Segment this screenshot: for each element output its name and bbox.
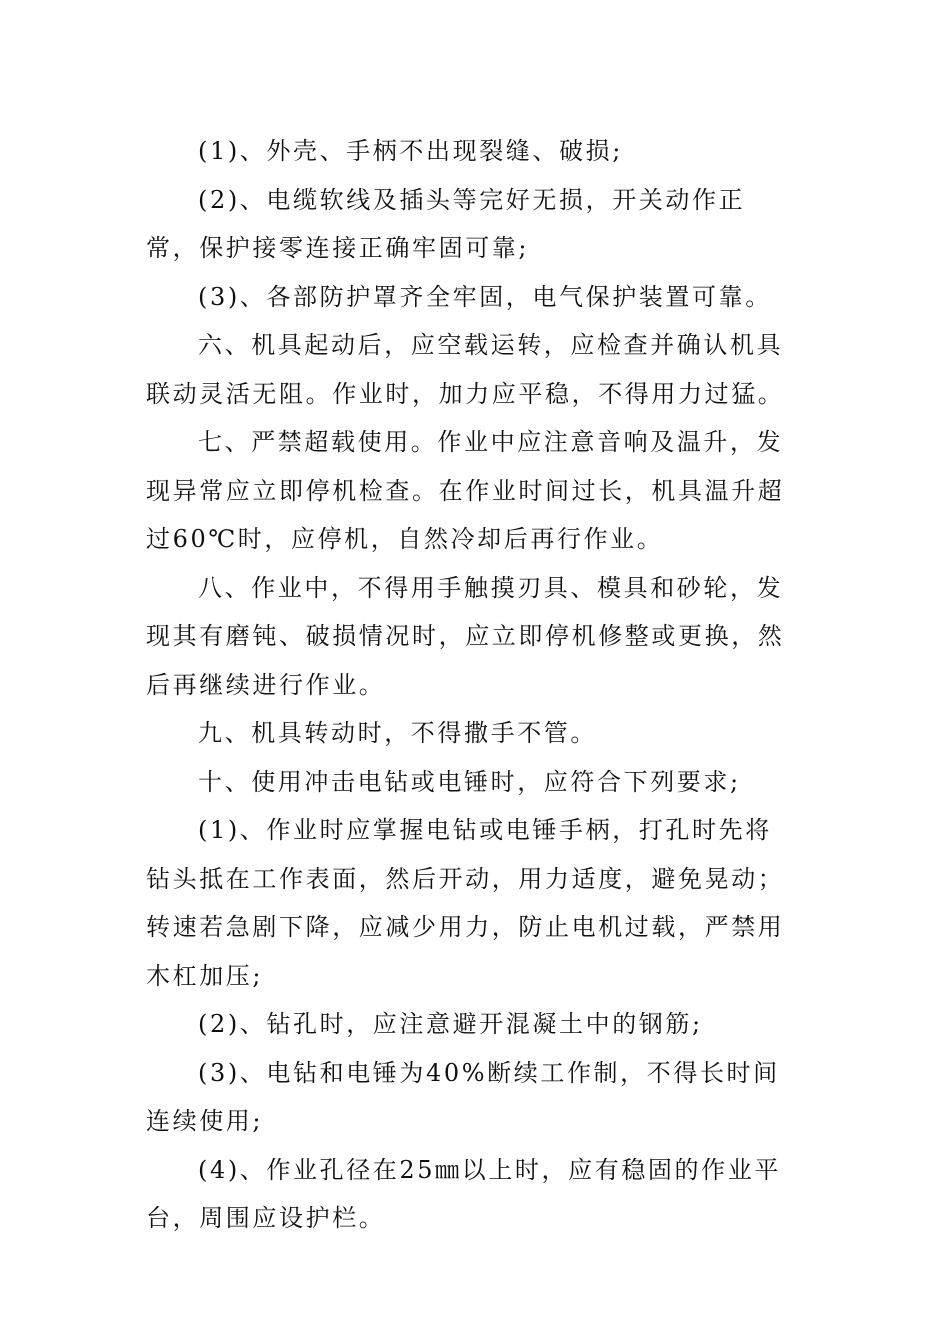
paragraph-section-10-item-3: (3)、电钻和电锤为40%断续工作制，不得长时间连续使用; <box>146 1058 780 1135</box>
document-body <box>146 127 796 1243</box>
paragraph-section-7: 七、严禁超载使用。作业中应注意音响及温升，发现异常应立即停机检查。在作业时间过长，机具温升超过60℃时，应停机，自然冷却后再行作业。 <box>146 428 785 553</box>
paragraph-section-10-item-4: (4)、作业孔径在25㎜以上时，应有稳固的作业平台，周围应设护栏。 <box>146 1155 781 1232</box>
paragraph-item-1: (1)、外壳、手柄不出现裂缝、破损; <box>198 137 623 165</box>
paragraph-section-10-item-2: (2)、钻孔时，应注意避开混凝土中的钢筋; <box>198 1010 703 1038</box>
paragraph-section-10-item-1: (1)、作业时应掌握电钻或电锤手柄，打孔时先将钻头抵在工作表面，然后开动，用力适度，避免晃动；转速若急剧下降，应减少用力，防止电机过载，严禁用木杠加压; <box>146 816 785 990</box>
paragraph-section-10: 十、使用冲击电钻或电锤时，应符合下列要求; <box>198 767 741 796</box>
paragraph-section-6: 六、机具起动后，应空载运转，应检查并确认机具联动灵活无阻。作业时，加力应平稳，不得用力过猛。 <box>146 331 785 408</box>
paragraph-section-9: 九、机具转动时，不得撒手不管。 <box>198 719 597 747</box>
paragraph-section-8: 八、作业中，不得用手触摸刃具、模具和砂轮，发现其有磨钝、破损情况时，应立即停机修整或更换，然后再继续进行作业。 <box>146 573 785 699</box>
paragraph-item-3: (3)、各部防护罩齐全牢固，电气保护装置可靠。 <box>198 282 772 311</box>
paragraph-item-2: (2)、电缆软线及插头等完好无损，开关动作正常，保护接零连接正确牢固可靠; <box>146 185 746 262</box>
